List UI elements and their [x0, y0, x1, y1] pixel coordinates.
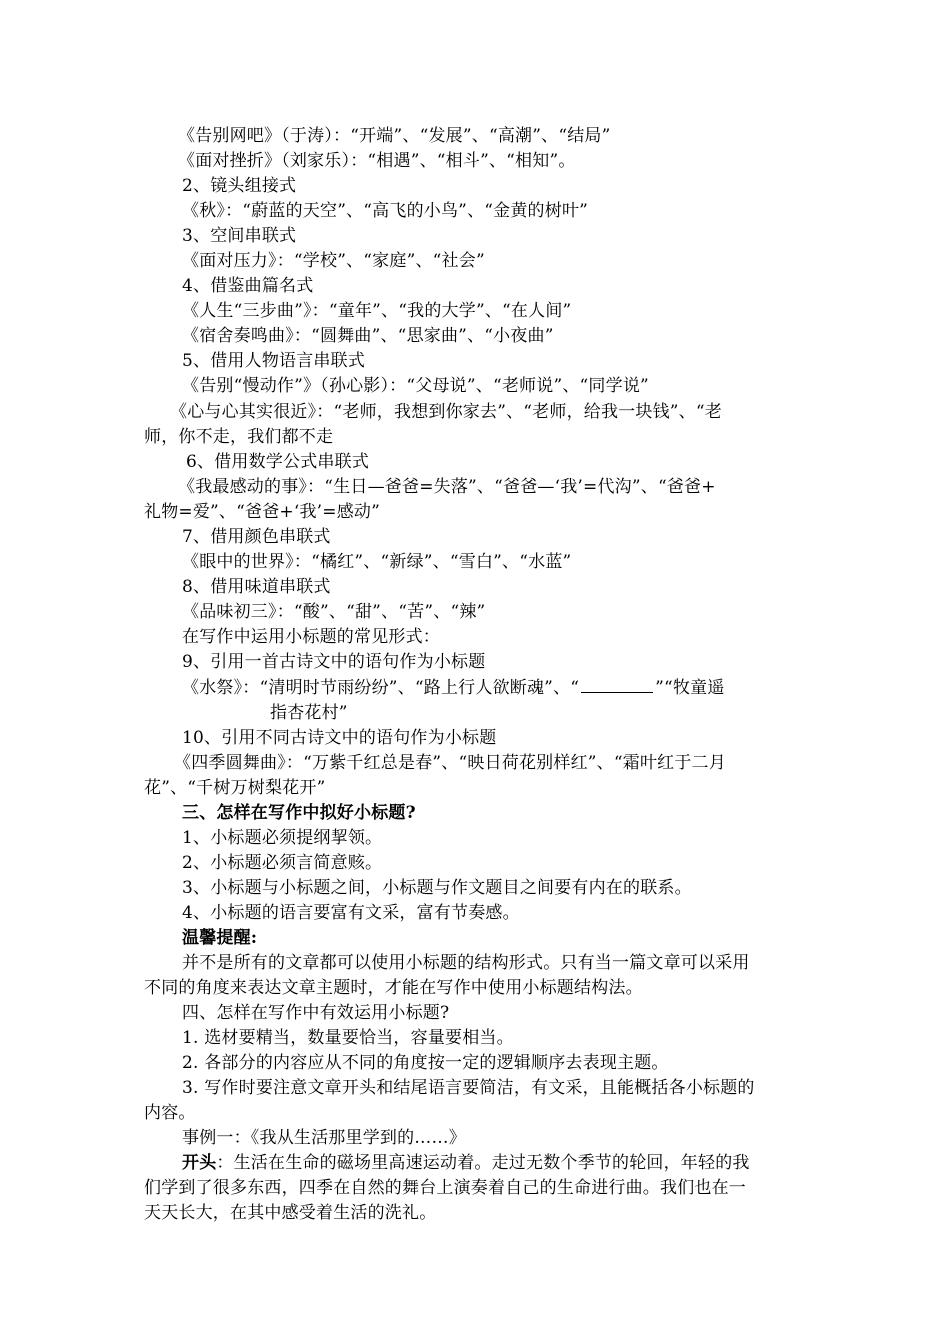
opening-text: 们学到了很多东西，四季在自然的舞台上演奏着自己的生命进行曲。我们也在一 — [144, 1178, 746, 1198]
reminder-text: 并不是所有的文章都可以使用小标题的结构形式。只有当一篇文章可以采用 — [182, 953, 750, 973]
text-line: 师，你不走，我们都不走 — [144, 427, 334, 447]
text-line: 《面对挫折》（刘家乐）：“相遇”、“相斗”、“相知”。 — [178, 151, 576, 171]
opening-text: ：生活在生命的磁场里高速运动着。走过无数个季节的轮回，年轻的我 — [216, 1153, 750, 1173]
text-line: 《告别“慢动作”》（孙心影）：“父母说”、“老师说”、“同学说” — [182, 376, 649, 396]
text-line: 礼物=爱”、“爸爸+‘我’=感动” — [144, 502, 381, 522]
method-item: 3. 写作时要注意文章开头和结尾语言要简洁，有文采，且能概括各小标题的 — [182, 1078, 755, 1098]
section-heading: 5、借用人物语言串联式 — [182, 351, 366, 371]
text-line: 《四季圆舞曲》：“万紫千红总是春”、“映日荷花别样红”、“霜叶红于二月 — [174, 753, 726, 773]
poem-text: ”“牧童遥 — [655, 678, 725, 698]
fill-in-blank — [581, 676, 653, 693]
section-heading: 4、借鉴曲篇名式 — [182, 276, 314, 296]
section-heading: 10、引用不同古诗文中的语句作为小标题 — [182, 728, 497, 748]
section-heading: 9、引用一首古诗文中的语句作为小标题 — [182, 652, 486, 672]
tip-item: 2、小标题必须言简意赅。 — [182, 853, 383, 873]
text-line: 《我最感动的事》：“生日—爸爸=失落”、“爸爸—‘我’=代沟”、“爸爸+ — [178, 477, 716, 497]
poem-line — [182, 676, 725, 700]
section-heading: 8、借用味道串联式 — [182, 577, 331, 597]
reminder-label: 温馨提醒: — [182, 928, 258, 948]
reminder-text: 不同的角度来表达文章主题时，才能在写作中使用小标题结构法。 — [144, 978, 643, 998]
text-line: 《告别网吧》（于涛）：“开端”、“发展”、“高潮”、“结局” — [178, 126, 611, 146]
section-heading: 3、空间串联式 — [182, 226, 297, 246]
heading-three: 三、怎样在写作中拟好小标题? — [182, 803, 416, 823]
text-line: 《心与心其实很近》：“老师，我想到你家去”、“老师，给我一块钱”、“老 — [170, 402, 722, 422]
section-heading: 6、借用数学公式串联式 — [186, 452, 370, 472]
opening-label: 开头 — [182, 1153, 217, 1173]
text-line: 《秋》：“蔚蓝的天空”、“高飞的小鸟”、“金黄的树叶” — [182, 201, 589, 221]
text-line: 《人生“三步曲”》：“童年”、“我的大学”、“在人间” — [182, 301, 572, 321]
text-line: 花”、“千树万树梨花开” — [144, 778, 326, 798]
tip-item: 1、小标题必须提纲挈领。 — [182, 828, 383, 848]
method-item: 1. 选材要精当，数量要恰当，容量要相当。 — [182, 1028, 514, 1048]
section-heading: 7、借用颜色串联式 — [182, 527, 331, 547]
tip-item: 4、小标题的语言要富有文采，富有节奏感。 — [182, 903, 520, 923]
poem-text: 《水祭》：“清明时节雨纷纷”、“路上行人欲断魂”、“ — [182, 678, 580, 698]
text-line: 《品味初三》：“酸”、“甜”、“苦”、“辣” — [182, 602, 486, 622]
example-title: 事例一：《我从生活那里学到的……》 — [182, 1128, 466, 1148]
section-heading: 2、镜头组接式 — [182, 176, 297, 196]
method-item: 内容。 — [144, 1103, 196, 1123]
opening-text: 天天长大，在其中感受着生活的洗礼。 — [144, 1203, 437, 1223]
text-line: 《面对压力》：“学校”、“家庭”、“社会” — [182, 251, 485, 271]
text-line: 《宿舍奏鸣曲》：“圆舞曲”、“思家曲”、“小夜曲” — [182, 326, 554, 346]
tip-item: 3、小标题与小标题之间，小标题与作文题目之间要有内在的联系。 — [182, 878, 692, 898]
method-item: 2. 各部分的内容应从不同的角度按一定的逻辑顺序去表现主题。 — [182, 1053, 669, 1073]
text-line: 指杏花村” — [270, 703, 348, 723]
text-line: 在写作中运用小标题的常见形式： — [182, 627, 440, 647]
text-line: 《眼中的世界》：“橘红”、“新绿”、“雪白”、“水蓝” — [182, 552, 572, 572]
heading-four: 四、怎样在写作中有效运用小标题? — [182, 1003, 450, 1023]
opening-line — [182, 1151, 750, 1175]
